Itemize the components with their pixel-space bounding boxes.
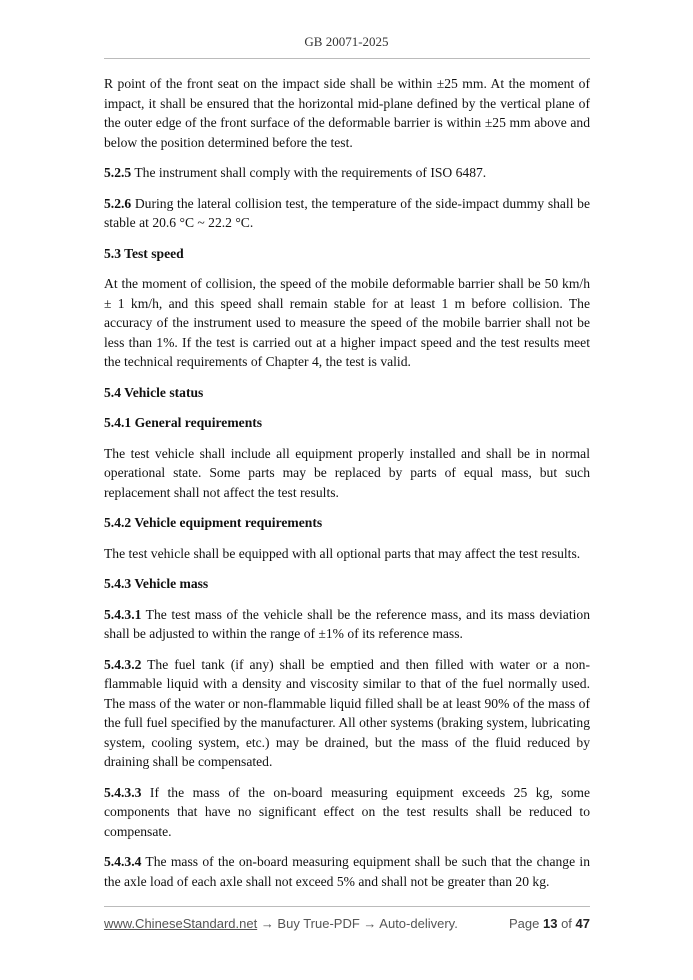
paragraph-5-3: At the moment of collision, the speed of the mobile deformable barrier shall be 50 km/h ± 1 km/h, and this speed shall remain stable for at least 1 m before collision. The accuracy of the instrument used to measure the speed of the mobile barrier shall not be less than 1%. If the test is carried out at a higher impact speed and the test results meet the technical requirements of Chapter 4, the test is valid. [104,276,590,369]
header-divider [104,58,590,59]
heading-5-4-1: 5.4.1 General requirements [104,415,263,430]
document-footer [104,916,590,931]
clause-5-4-3-1 [104,605,590,644]
clause-text: The fuel tank (if any) shall be emptied and then filled with water or a non-flammable liquid with a density and viscosity similar to that of the fuel normally used. The mass of the water or non-flammable liquid filled shall be at least 90% of the mass of the full fuel specified by the manufacturer. All other systems (braking system, lubricating system, cooling system, etc.) may be drained, but the mass of the fluid reduced by draining shall be compensated. [104,656,590,769]
clause-text: The mass of the on-board measuring equipment shall be such that the change in the axle load of each axle shall not exceed 5% and shall not be greater than 20 kg. [104,854,590,889]
clause-5-2-6 [104,194,590,233]
clause-number: 5.4.3.4 [104,854,142,869]
clause-5-4-3-3 [104,783,590,842]
clause-text: During the lateral collision test, the temperature of the side-impact dummy shall be stable at 20.6 °C ~ 22.2 °C. [104,195,590,230]
page-indicator [509,916,590,931]
document-body [104,74,590,902]
clause-number: 5.2.5 [104,165,132,180]
clause-5-4-3-2 [104,655,590,772]
paragraph-continuation: R point of the front seat on the impact side shall be within ±25 mm. At the moment of impact, it shall be ensured that the horizontal mid-plane defined by the vertical plane of the outer edge of the front surface of the deformable barrier is within ±25 mm above and below the position determined before the test. [104,76,590,150]
document-header: GB 20071-2025 [304,34,389,49]
heading-5-4-2: 5.4.2 Vehicle equipment requirements [104,515,323,530]
clause-number: 5.4.3.2 [104,656,142,672]
promo-text: → Buy True-PDF → Auto-delivery. [257,916,458,931]
clause-5-4-3-4 [104,852,590,891]
clause-number: 5.4.3.3 [104,784,142,800]
heading-5-4-3: 5.4.3 Vehicle mass [104,576,209,591]
paragraph-5-4-2: The test vehicle shall be equipped with all optional parts that may affect the test results. [104,545,581,561]
clause-text: The instrument shall comply with the requirements of ISO 6487. [131,165,487,180]
heading-5-3: 5.3 Test speed [104,245,184,261]
heading-5-4: 5.4 Vehicle status [104,384,204,400]
clause-text: If the mass of the on-board measuring equipment exceeds 25 kg, some components that have no significant effect on the test results shall be reduced to compensate. [104,784,590,839]
clause-text: The test mass of the vehicle shall be the reference mass, and its mass deviation shall be adjusted to within the range of ±1% of its reference mass. [104,606,590,641]
paragraph-5-4-1: The test vehicle shall include all equipment properly installed and shall be in normal operational state. Some parts may be replaced by parts of equal mass, but such replacement shall not affect the test results. [104,445,590,500]
of-word: of [557,916,576,931]
clause-number: 5.2.6 [104,195,132,211]
footer-divider [104,906,590,907]
clause-number: 5.4.3.1 [104,606,142,622]
page-word: Page [509,916,543,931]
website-link[interactable]: www.ChineseStandard.net [104,916,258,931]
page-number: 13 [542,916,558,931]
clause-5-2-5 [104,163,590,183]
page-total: 47 [575,916,590,931]
